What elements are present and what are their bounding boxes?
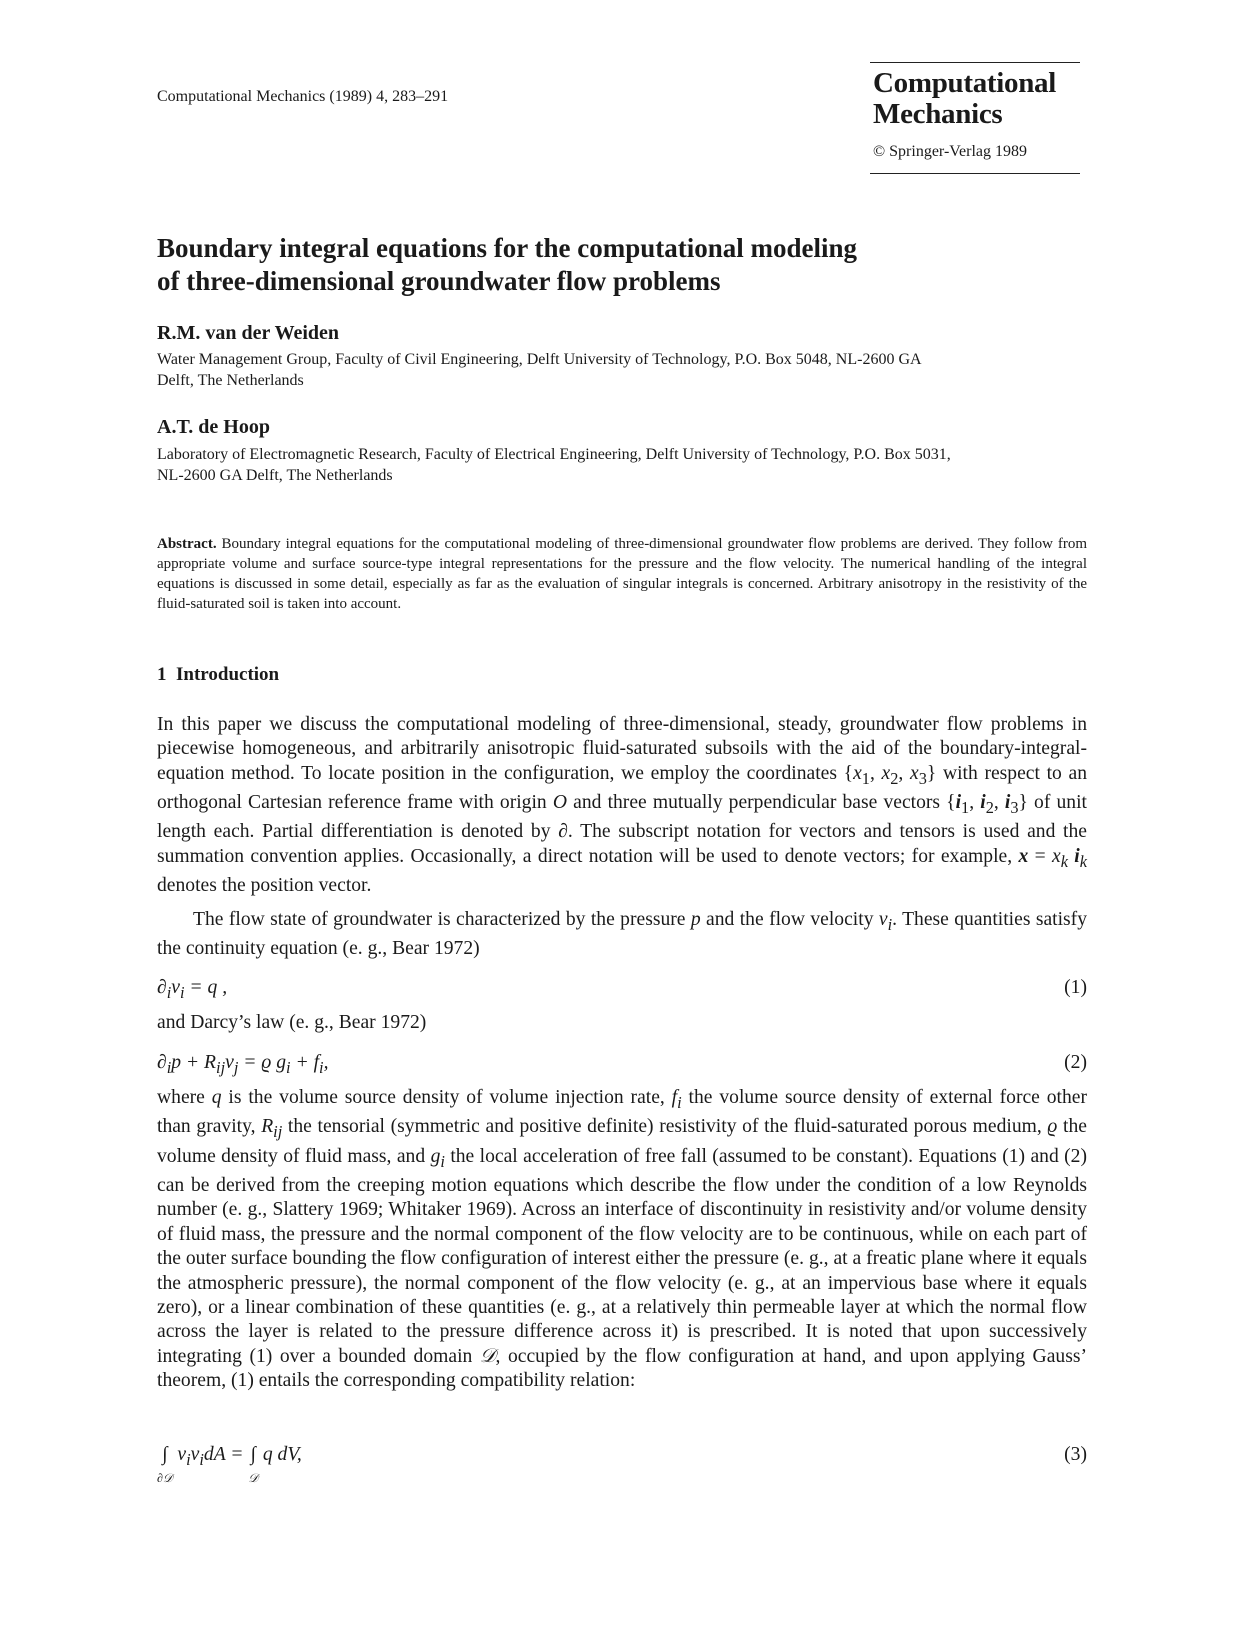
author-name: R.M. van der Weiden: [157, 322, 340, 344]
abstract: [157, 534, 1087, 614]
paper-title-line2: of three-dimensional groundwater flow problems: [157, 266, 721, 296]
intro-paragraph-3: where q is the volume source density of volume injection rate, $f_i$ the volume source density of external force other than gravity, $R_{ij}$ the tensorial (symmetric and positive definite) resistivity of the fluid-saturated porous medium, ϱ the volume density of fluid mass, and $g_i$ the local acceleration of free fall (assumed to be constant). Equations (1) and (2) can be derived from the creeping motion equations which describe the flow under the condition of a low Reynolds number (e. g., Slattery 1969; Whitaker 1969). Across an interface of discontinuity in resistivity and/or volume density of fluid mass, the pressure and the normal component of the flow velocity are to be continuous, while on each part of the outer surface bounding the flow configuration of interest either the pressure (e. g., at a freatic plane where it equals the atmospheric pressure), the normal component of the flow velocity (e. g., at an impervious base where it equals zero), or a linear combination of these quantities (e. g., at a relatively thin permeable layer at which the normal flow across the layer is related to the pressure difference across it) is prescribed. It is noted that upon successively integrating (1) over a bounded domain 𝒟, occupied by the flow configuration at hand, and upon applying Gauss’ theorem, (1) entails the corresponding compatibility relation:: [157, 1087, 1088, 1392]
author-affiliation: [157, 444, 1087, 486]
affiliation-line: NL-2600 GA Delft, The Netherlands: [157, 467, 393, 484]
journal-name: [873, 68, 1056, 130]
author-affiliation: [157, 349, 1087, 391]
affiliation-line: Water Management Group, Faculty of Civil Engineering, Delft University of Technology, P.O. Box 5048, NL-2600 GA: [157, 351, 922, 368]
journal-name-line2: Mechanics: [873, 98, 1003, 130]
equation-number: (3): [1064, 1444, 1087, 1465]
section-title: Introduction: [176, 664, 280, 685]
abstract-text: Boundary integral equations for the computational modeling of three-dimensional groundwater flow problems are derived. They follow from appropriate volume and surface source-type integral representations for the pressure and the flow velocity. The numerical handling of the integral equations is discussed in some detail, especially as far as the evaluation of singular integrals is concerned. Arbitrary anisotropy in the resistivity of the fluid-saturated soil is taken into account.: [157, 536, 1087, 612]
section-heading: [157, 664, 279, 686]
darcy-intro-line: and Darcy’s law (e. g., Bear 1972): [157, 1012, 427, 1033]
affiliation-line: Delft, The Netherlands: [157, 372, 304, 389]
equation-2: $\partial_ip + R_{ij}v_j = ϱ$ $g_i + f_i$, (2): [157, 1052, 1087, 1077]
affiliation-line: Laboratory of Electromagnetic Research, Faculty of Electrical Engineering, Delft University of Technology, P.O. Box 5031,: [157, 446, 951, 463]
journal-name-line1: Computational: [873, 67, 1057, 99]
abstract-label: Abstract.: [157, 536, 217, 552]
copyright: © Springer-Verlag 1989: [873, 143, 1028, 160]
paper-title: [157, 232, 1057, 298]
journal-citation: Computational Mechanics (1989) 4, 283–291: [157, 88, 449, 105]
equation-number: (1): [1064, 977, 1087, 998]
intro-paragraph-2: The flow state of groundwater is characterized by the pressure p and the flow velocity $v_i$. These quantities satisfy the continuity equation (e. g., Bear 1972): [157, 909, 1087, 960]
journal-rule-bottom: [870, 173, 1080, 174]
journal-rule-top: [870, 62, 1080, 63]
author-name: A.T. de Hoop: [157, 416, 270, 438]
paper-title-line1: Boundary integral equations for the computational modeling: [157, 233, 858, 263]
equation-1: $\partial_iv_i = q$ , (1): [157, 977, 1087, 1002]
equation-3: ∫ ∂𝒟 $v_iv_idA$ = ∫ 𝒟 q dV, (3): [157, 1444, 1087, 1485]
intro-paragraph-1: In this paper we discuss the computational modeling of three-dimensional, steady, groundwater flow problems in piecewise homogeneous, and arbitrarily anisotropic fluid-saturated subsoils with the aid of the boundary-integral-equation method. To locate position in the configuration, we employ the coordinates {$x_1$, $x_2$, $x_3$} with respect to an orthogonal Cartesian reference frame with origin O and three mutually perpendicular base vectors {$i_1$, $i_2$, $i_3$} of unit length each. Partial differentiation is denoted by ∂. The subscript notation for vectors and tensors is used and the summation convention applies. Occasionally, a direct notation will be used to denote vectors; for example, $x = x_k$ $i_k$ denotes the position vector.: [157, 714, 1088, 897]
section-number: 1: [157, 664, 167, 685]
equation-number: (2): [1064, 1052, 1087, 1073]
